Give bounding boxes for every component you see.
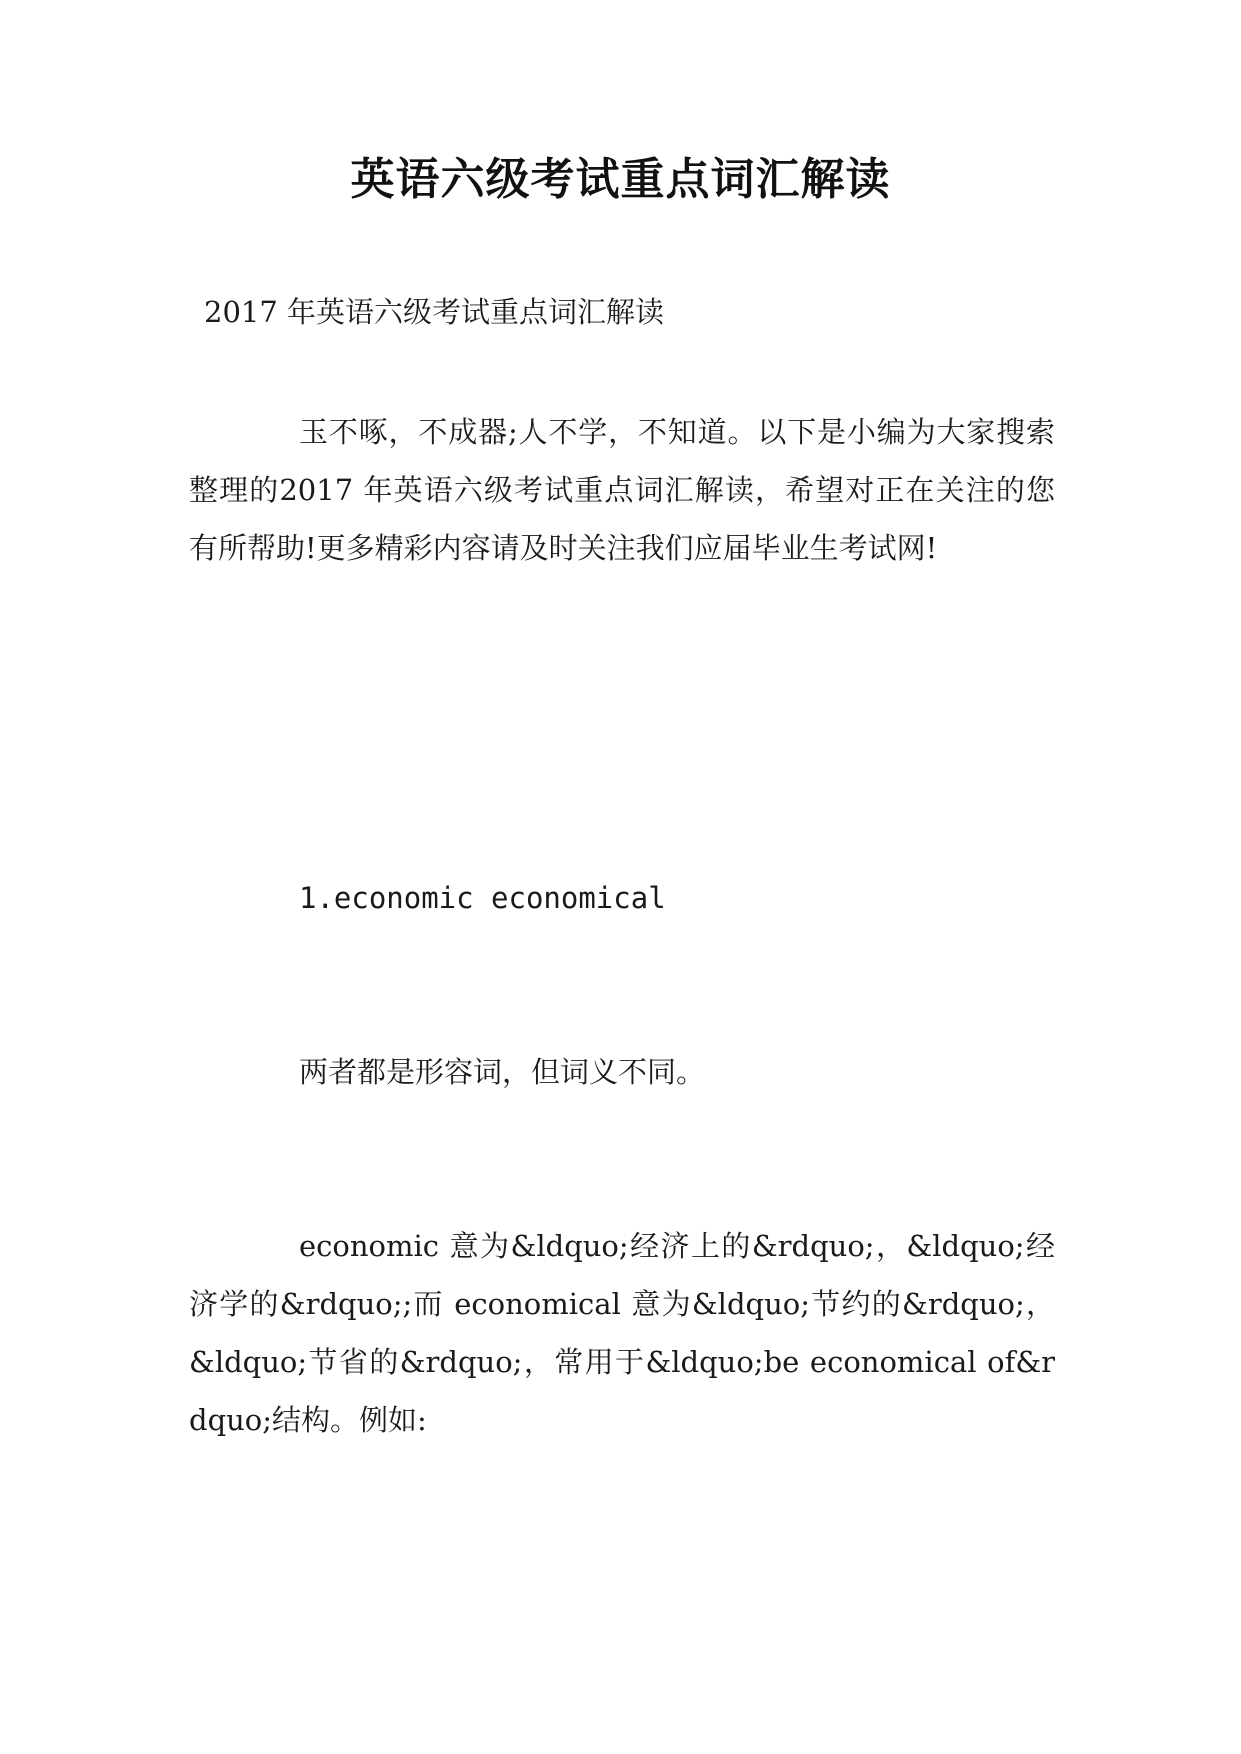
- section-heading: 1.economic economical: [299, 881, 666, 915]
- body-paragraph: economic 意为&ldquo;经济上的&rdquo;，&ldquo;经济学的&rdquo;;而 economical 意为&ldquo;节约的&rdquo;，&ldquo;节省的&rdquo;，常用于&ldquo;be economical of&rdquo;结构。例如:: [189, 1229, 1055, 1437]
- document-title: 英语六级考试重点词汇解读: [350, 154, 891, 205]
- body-paragraph: 两者都是形容词，但词义不同。: [299, 1055, 706, 1089]
- intro-paragraph: 玉不啄，不成器;人不学，不知道。以下是小编为大家搜索整理的2017 年英语六级考试重点词汇解读，希望对正在关注的您有所帮助!更多精彩内容请及时关注我们应届毕业生考试网!: [189, 415, 1055, 565]
- document-subtitle: 2017 年英语六级考试重点词汇解读: [204, 295, 665, 329]
